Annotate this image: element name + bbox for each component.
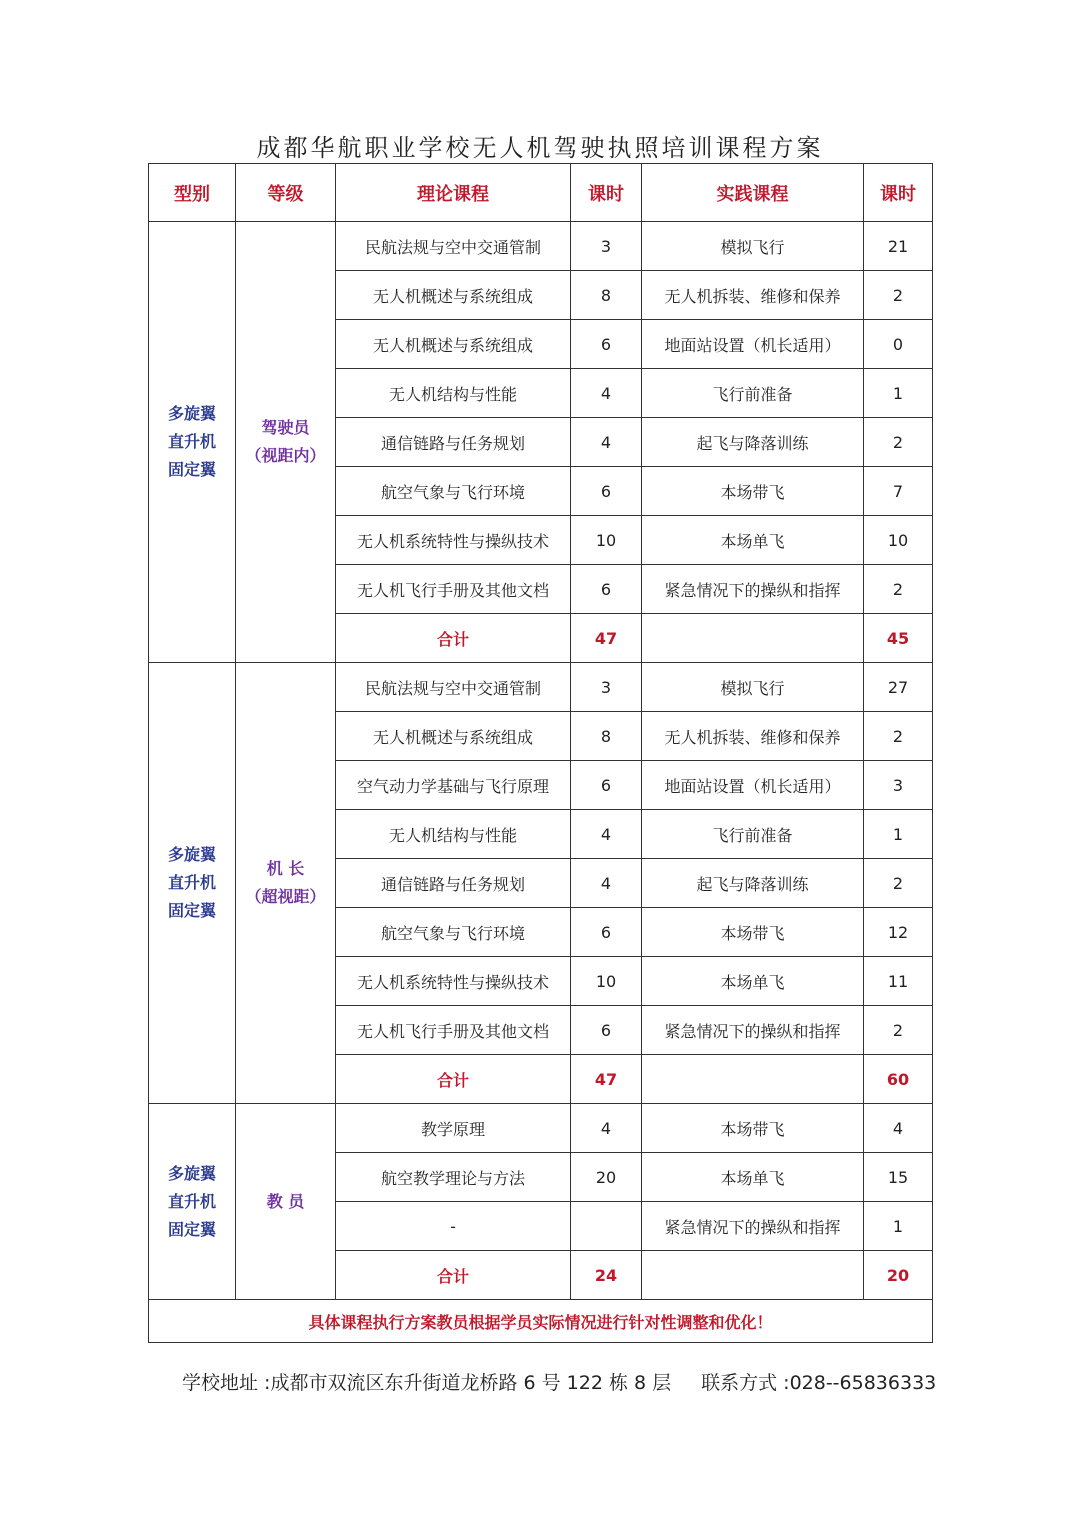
practice-course: 本场带飞 [642, 1104, 864, 1153]
theory-hours: 3 [571, 222, 642, 271]
total-theory-hours: 24 [571, 1251, 642, 1300]
theory-course: 无人机系统特性与操纵技术 [336, 516, 571, 565]
theory-hours: 4 [571, 810, 642, 859]
practice-hours: 2 [864, 418, 933, 467]
theory-course: - [336, 1202, 571, 1251]
aircraft-type-label: 固定翼 [167, 901, 216, 920]
theory-hours: 4 [571, 859, 642, 908]
aircraft-type-label: 多旋翼 [167, 1163, 216, 1183]
header-theory-course: 理论课程 [336, 164, 571, 222]
practice-course: 本场带飞 [642, 908, 864, 957]
header-practice-hours: 课时 [864, 164, 933, 222]
practice-hours: 1 [864, 369, 933, 418]
theory-course: 通信链路与任务规划 [336, 418, 571, 467]
theory-hours: 6 [571, 1006, 642, 1055]
theory-hours: 8 [571, 712, 642, 761]
license-level-cell [236, 1104, 336, 1300]
theory-hours [571, 1202, 642, 1251]
theory-hours: 4 [571, 1104, 642, 1153]
practice-hours: 0 [864, 320, 933, 369]
header-level: 等级 [236, 164, 336, 222]
practice-hours: 3 [864, 761, 933, 810]
theory-course: 无人机概述与系统组成 [336, 712, 571, 761]
theory-hours: 6 [571, 565, 642, 614]
practice-hours: 2 [864, 712, 933, 761]
theory-hours: 3 [571, 663, 642, 712]
header-practice-course: 实践课程 [642, 164, 864, 222]
license-level-label: （超视距） [245, 887, 326, 906]
theory-course: 通信链路与任务规划 [336, 859, 571, 908]
total-practice-hours: 45 [864, 614, 933, 663]
practice-hours: 10 [864, 516, 933, 565]
aircraft-type-label: 直升机 [167, 873, 216, 892]
total-practice-spacer [642, 1055, 864, 1104]
contact-info: 联系方式 :028--65836333 [701, 1372, 937, 1394]
license-level-label: 教 员 [266, 1191, 305, 1211]
header-theory-hours: 课时 [571, 164, 642, 222]
theory-hours: 6 [571, 761, 642, 810]
theory-course: 无人机飞行手册及其他文档 [336, 1006, 571, 1055]
theory-course: 空气动力学基础与飞行原理 [336, 761, 571, 810]
theory-hours: 6 [571, 467, 642, 516]
header-type: 型别 [149, 164, 236, 222]
practice-course: 无人机拆装、维修和保养 [642, 712, 864, 761]
theory-course: 航空气象与飞行环境 [336, 467, 571, 516]
theory-course: 无人机结构与性能 [336, 810, 571, 859]
adjustment-note: 具体课程执行方案教员根据学员实际情况进行针对性调整和优化！ [149, 1300, 933, 1343]
aircraft-type-label: 直升机 [167, 432, 216, 451]
total-practice-spacer [642, 1251, 864, 1300]
total-label: 合计 [336, 614, 571, 663]
theory-hours: 4 [571, 369, 642, 418]
theory-hours: 6 [571, 320, 642, 369]
practice-course: 本场带飞 [642, 467, 864, 516]
practice-course: 起飞与降落训练 [642, 418, 864, 467]
practice-hours: 15 [864, 1153, 933, 1202]
practice-course: 模拟飞行 [642, 222, 864, 271]
table-row [149, 663, 933, 712]
practice-course: 无人机拆装、维修和保养 [642, 271, 864, 320]
theory-hours: 4 [571, 418, 642, 467]
practice-hours: 7 [864, 467, 933, 516]
table-body [149, 222, 933, 1343]
theory-course: 无人机系统特性与操纵技术 [336, 957, 571, 1006]
theory-course: 教学原理 [336, 1104, 571, 1153]
practice-course: 紧急情况下的操纵和指挥 [642, 1006, 864, 1055]
practice-hours: 2 [864, 271, 933, 320]
practice-hours: 21 [864, 222, 933, 271]
practice-course: 地面站设置（机长适用） [642, 761, 864, 810]
practice-course: 本场单飞 [642, 957, 864, 1006]
practice-course: 本场单飞 [642, 516, 864, 565]
theory-hours: 6 [571, 908, 642, 957]
aircraft-type-cell [149, 663, 236, 1104]
theory-hours: 8 [571, 271, 642, 320]
total-practice-hours: 20 [864, 1251, 933, 1300]
practice-hours: 27 [864, 663, 933, 712]
license-level-label: 机 长 [266, 859, 305, 878]
practice-hours: 2 [864, 1006, 933, 1055]
practice-course: 本场单飞 [642, 1153, 864, 1202]
total-theory-hours: 47 [571, 1055, 642, 1104]
total-theory-hours: 47 [571, 614, 642, 663]
table-row [149, 1104, 933, 1153]
license-level-label: 驾驶员 [261, 418, 310, 437]
theory-course: 无人机飞行手册及其他文档 [336, 565, 571, 614]
course-plan-table [148, 163, 933, 1343]
license-level-cell [236, 663, 336, 1104]
theory-course: 航空教学理论与方法 [336, 1153, 571, 1202]
total-practice-hours: 60 [864, 1055, 933, 1104]
aircraft-type-label: 多旋翼 [167, 845, 216, 864]
theory-hours: 10 [571, 516, 642, 565]
theory-course: 无人机概述与系统组成 [336, 320, 571, 369]
total-label: 合计 [336, 1055, 571, 1104]
practice-hours: 12 [864, 908, 933, 957]
theory-hours: 10 [571, 957, 642, 1006]
practice-course: 紧急情况下的操纵和指挥 [642, 1202, 864, 1251]
license-level-cell [236, 222, 336, 663]
document-title: 成都华航职业学校无人机驾驶执照培训课程方案 [256, 134, 824, 162]
practice-hours: 4 [864, 1104, 933, 1153]
aircraft-type-label: 固定翼 [167, 1219, 216, 1239]
practice-course: 飞行前准备 [642, 369, 864, 418]
theory-hours: 20 [571, 1153, 642, 1202]
practice-course: 模拟飞行 [642, 663, 864, 712]
theory-course: 无人机结构与性能 [336, 369, 571, 418]
practice-hours: 1 [864, 810, 933, 859]
practice-course: 飞行前准备 [642, 810, 864, 859]
total-label: 合计 [336, 1251, 571, 1300]
practice-hours: 11 [864, 957, 933, 1006]
note-row [149, 1300, 933, 1343]
theory-course: 航空气象与飞行环境 [336, 908, 571, 957]
header-row [149, 164, 933, 222]
aircraft-type-cell [149, 222, 236, 663]
practice-course: 地面站设置（机长适用） [642, 320, 864, 369]
aircraft-type-label: 多旋翼 [167, 404, 216, 423]
practice-hours: 2 [864, 859, 933, 908]
practice-hours: 1 [864, 1202, 933, 1251]
theory-course: 民航法规与空中交通管制 [336, 222, 571, 271]
aircraft-type-cell [149, 1104, 236, 1300]
practice-hours: 2 [864, 565, 933, 614]
license-level-label: （视距内） [245, 446, 326, 465]
theory-course: 无人机概述与系统组成 [336, 271, 571, 320]
total-practice-spacer [642, 614, 864, 663]
table-row [149, 222, 933, 271]
aircraft-type-label: 固定翼 [167, 460, 216, 479]
practice-course: 起飞与降落训练 [642, 859, 864, 908]
theory-course: 民航法规与空中交通管制 [336, 663, 571, 712]
aircraft-type-label: 直升机 [167, 1191, 216, 1211]
practice-course: 紧急情况下的操纵和指挥 [642, 565, 864, 614]
footer [182, 1368, 936, 1395]
school-address: 学校地址 :成都市双流区东升街道龙桥路 6 号 122 栋 8 层 [182, 1372, 672, 1394]
